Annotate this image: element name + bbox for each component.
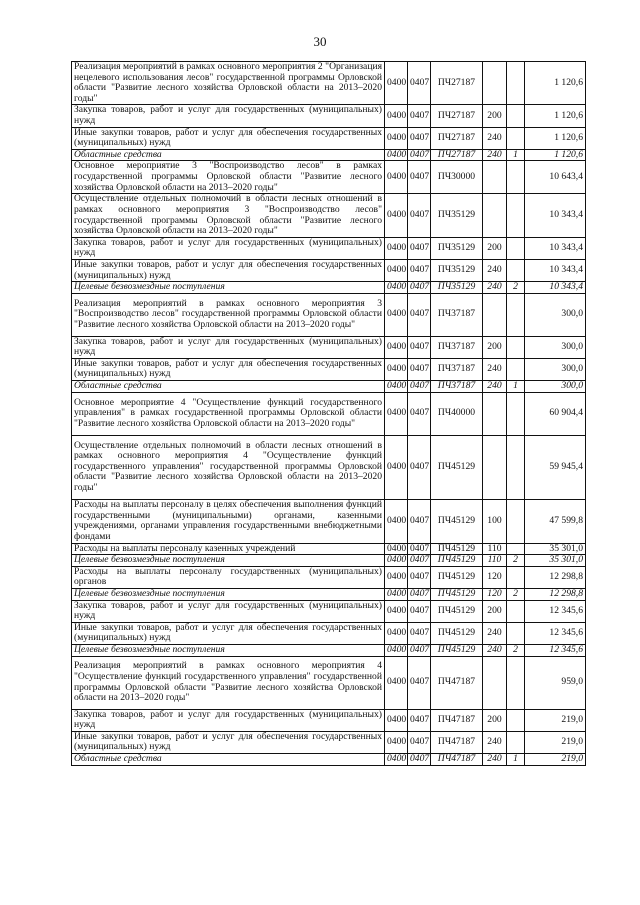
cell-target-article-code: ПЧ47187: [431, 656, 483, 709]
cell-section-code: 0400: [385, 194, 408, 237]
cell-subsection-code: 0407: [408, 62, 431, 105]
table-body: [72, 62, 586, 766]
cell-amount: 300,0: [525, 358, 586, 380]
cell-expense-name: Закупка товаров, работ и услуг для государственных (муниципальных) нужд: [72, 237, 385, 259]
cell-section-code: 0400: [385, 499, 408, 543]
cell-target-article-code: ПЧ47187: [431, 753, 483, 765]
table-row: [72, 622, 586, 644]
table-row: [72, 566, 586, 588]
cell-section-code: 0400: [385, 358, 408, 380]
cell-section-code: 0400: [385, 149, 408, 161]
cell-funding-source-code: 2: [507, 555, 525, 567]
cell-amount: 12 345,6: [525, 645, 586, 657]
cell-expense-name: Расходы на выплаты персоналу государственных (муниципальных) органов: [72, 566, 385, 588]
table-row: [72, 555, 586, 567]
cell-target-article-code: ПЧ45129: [431, 566, 483, 588]
cell-funding-source-code: [507, 566, 525, 588]
cell-amount: 12 298,8: [525, 589, 586, 601]
cell-expense-name: Областные средства: [72, 381, 385, 393]
cell-amount: 10 343,4: [525, 237, 586, 259]
cell-section-code: 0400: [385, 600, 408, 622]
table-row: [72, 336, 586, 358]
cell-funding-source-code: 2: [507, 645, 525, 657]
cell-expense-type-code: 200: [483, 600, 507, 622]
cell-target-article-code: ПЧ45129: [431, 622, 483, 644]
cell-amount: 959,0: [525, 656, 586, 709]
cell-amount: 1 120,6: [525, 105, 586, 127]
cell-amount: 219,0: [525, 709, 586, 731]
cell-target-article-code: ПЧ35129: [431, 237, 483, 259]
cell-funding-source-code: 1: [507, 753, 525, 765]
cell-funding-source-code: [507, 194, 525, 237]
cell-expense-name: Целевые безвозмездные поступления: [72, 645, 385, 657]
cell-target-article-code: ПЧ45129: [431, 543, 483, 555]
cell-target-article-code: ПЧ27187: [431, 127, 483, 149]
cell-expense-type-code: 240: [483, 282, 507, 294]
cell-amount: 1 120,6: [525, 62, 586, 105]
cell-expense-type-code: [483, 293, 507, 336]
cell-target-article-code: ПЧ27187: [431, 105, 483, 127]
cell-expense-type-code: [483, 62, 507, 105]
cell-amount: 300,0: [525, 293, 586, 336]
table-row: [72, 753, 586, 765]
cell-subsection-code: 0407: [408, 753, 431, 765]
cell-target-article-code: ПЧ45129: [431, 499, 483, 543]
cell-expense-type-code: 240: [483, 753, 507, 765]
cell-expense-name: Целевые безвозмездные поступления: [72, 282, 385, 294]
cell-funding-source-code: [507, 62, 525, 105]
cell-amount: 10 343,4: [525, 259, 586, 281]
cell-funding-source-code: [507, 105, 525, 127]
cell-expense-name: Целевые безвозмездные поступления: [72, 555, 385, 567]
cell-funding-source-code: [507, 127, 525, 149]
cell-subsection-code: 0407: [408, 543, 431, 555]
cell-funding-source-code: [507, 499, 525, 543]
cell-amount: 10 643,4: [525, 161, 586, 194]
table-row: [72, 127, 586, 149]
cell-funding-source-code: [507, 161, 525, 194]
cell-expense-type-code: [483, 656, 507, 709]
table-row: [72, 105, 586, 127]
cell-subsection-code: 0407: [408, 293, 431, 336]
cell-amount: 219,0: [525, 753, 586, 765]
cell-amount: 219,0: [525, 731, 586, 753]
cell-funding-source-code: [507, 656, 525, 709]
table-row: [72, 381, 586, 393]
cell-expense-type-code: 200: [483, 237, 507, 259]
page-number: 30: [313, 34, 327, 49]
cell-subsection-code: 0407: [408, 259, 431, 281]
budget-table: [71, 61, 586, 766]
cell-subsection-code: 0407: [408, 161, 431, 194]
cell-funding-source-code: 1: [507, 149, 525, 161]
cell-expense-name: Иные закупки товаров, работ и услуг для обеспечения государственных (муниципальных) нужд: [72, 358, 385, 380]
cell-expense-name: Основное мероприятие 3 "Воспроизводство лесов" в рамках государственной программы Орловской области "Развитие лесного хозяйства Орловской области на 2013–2020 годы": [72, 161, 385, 194]
cell-funding-source-code: [507, 336, 525, 358]
cell-target-article-code: ПЧ45129: [431, 600, 483, 622]
table-row: [72, 282, 586, 294]
cell-target-article-code: ПЧ27187: [431, 62, 483, 105]
cell-amount: 60 904,4: [525, 392, 586, 435]
cell-section-code: 0400: [385, 645, 408, 657]
cell-subsection-code: 0407: [408, 589, 431, 601]
cell-section-code: 0400: [385, 293, 408, 336]
cell-subsection-code: 0407: [408, 600, 431, 622]
cell-target-article-code: ПЧ40000: [431, 392, 483, 435]
table-row: [72, 161, 586, 194]
cell-expense-name: Реализация мероприятий в рамках основного мероприятия 3 "Воспроизводство лесов" государственной программы Орловской области "Развитие лесного хозяйства Орловской области на 2013–2020 годы": [72, 293, 385, 336]
cell-subsection-code: 0407: [408, 435, 431, 499]
cell-amount: 12 298,8: [525, 566, 586, 588]
cell-amount: 10 343,4: [525, 282, 586, 294]
cell-expense-type-code: 240: [483, 358, 507, 380]
cell-funding-source-code: [507, 709, 525, 731]
cell-section-code: 0400: [385, 282, 408, 294]
cell-funding-source-code: [507, 293, 525, 336]
cell-funding-source-code: [507, 237, 525, 259]
cell-expense-name: Областные средства: [72, 753, 385, 765]
table-row: [72, 589, 586, 601]
cell-target-article-code: ПЧ30000: [431, 161, 483, 194]
table-row: [72, 645, 586, 657]
cell-section-code: 0400: [385, 62, 408, 105]
cell-expense-type-code: 200: [483, 105, 507, 127]
cell-target-article-code: ПЧ27187: [431, 149, 483, 161]
cell-subsection-code: 0407: [408, 555, 431, 567]
cell-subsection-code: 0407: [408, 731, 431, 753]
cell-target-article-code: ПЧ35129: [431, 194, 483, 237]
cell-section-code: 0400: [385, 392, 408, 435]
table-row: [72, 543, 586, 555]
cell-subsection-code: 0407: [408, 237, 431, 259]
cell-expense-type-code: 240: [483, 127, 507, 149]
cell-expense-name: Реализация мероприятий в рамках основного мероприятия 4 "Осуществление функций государственного управления" государственной программы Орловской области "Развитие лесного хозяйства Орловской области на 2013–2020 годы": [72, 656, 385, 709]
cell-section-code: 0400: [385, 127, 408, 149]
cell-subsection-code: 0407: [408, 645, 431, 657]
cell-section-code: 0400: [385, 555, 408, 567]
cell-expense-type-code: [483, 161, 507, 194]
cell-expense-name: Расходы на выплаты персоналу в целях обеспечения выполнения функций государственными (муниципальными) органами, казенными учреждениями, органами управления государственными внебюджетными фондами: [72, 499, 385, 543]
cell-target-article-code: ПЧ37187: [431, 293, 483, 336]
cell-section-code: 0400: [385, 731, 408, 753]
cell-expense-name: Целевые безвозмездные поступления: [72, 589, 385, 601]
cell-expense-type-code: [483, 435, 507, 499]
cell-expense-type-code: [483, 392, 507, 435]
cell-expense-name: Иные закупки товаров, работ и услуг для обеспечения государственных (муниципальных) нужд: [72, 259, 385, 281]
cell-section-code: 0400: [385, 566, 408, 588]
cell-amount: 12 345,6: [525, 622, 586, 644]
cell-funding-source-code: [507, 435, 525, 499]
table-row: [72, 358, 586, 380]
table-row: [72, 259, 586, 281]
cell-section-code: 0400: [385, 656, 408, 709]
cell-subsection-code: 0407: [408, 656, 431, 709]
cell-expense-name: Расходы на выплаты персоналу казенных учреждений: [72, 543, 385, 555]
cell-expense-type-code: 120: [483, 589, 507, 601]
cell-amount: 12 345,6: [525, 600, 586, 622]
cell-expense-name: Иные закупки товаров, работ и услуг для обеспечения государственных (муниципальных) нужд: [72, 127, 385, 149]
cell-target-article-code: ПЧ47187: [431, 709, 483, 731]
cell-subsection-code: 0407: [408, 358, 431, 380]
cell-section-code: 0400: [385, 105, 408, 127]
table-row: [72, 392, 586, 435]
cell-expense-type-code: 240: [483, 149, 507, 161]
cell-funding-source-code: [507, 358, 525, 380]
cell-expense-type-code: 110: [483, 543, 507, 555]
cell-section-code: 0400: [385, 237, 408, 259]
cell-section-code: 0400: [385, 543, 408, 555]
cell-subsection-code: 0407: [408, 499, 431, 543]
cell-amount: 1 120,6: [525, 127, 586, 149]
cell-section-code: 0400: [385, 753, 408, 765]
cell-target-article-code: ПЧ35129: [431, 259, 483, 281]
cell-amount: 35 301,0: [525, 555, 586, 567]
cell-expense-type-code: 240: [483, 645, 507, 657]
cell-funding-source-code: [507, 543, 525, 555]
cell-expense-name: Иные закупки товаров, работ и услуг для обеспечения государственных (муниципальных) нужд: [72, 622, 385, 644]
cell-expense-type-code: 100: [483, 499, 507, 543]
cell-section-code: 0400: [385, 709, 408, 731]
table-row: [72, 194, 586, 237]
table-row: [72, 731, 586, 753]
cell-expense-name: Областные средства: [72, 149, 385, 161]
cell-target-article-code: ПЧ37187: [431, 336, 483, 358]
cell-section-code: 0400: [385, 259, 408, 281]
cell-expense-name: Осуществление отдельных полномочий в области лесных отношений в рамках основного мероприятия 3 "Воспроизводство лесов" государственной программы Орловской области "Развитие лесного хозяйства Орловской области на 2013–2020 годы": [72, 194, 385, 237]
cell-funding-source-code: [507, 600, 525, 622]
cell-expense-type-code: 240: [483, 731, 507, 753]
cell-subsection-code: 0407: [408, 127, 431, 149]
cell-subsection-code: 0407: [408, 149, 431, 161]
cell-expense-type-code: 240: [483, 259, 507, 281]
cell-expense-type-code: 200: [483, 709, 507, 731]
cell-expense-name: Закупка товаров, работ и услуг для государственных (муниципальных) нужд: [72, 105, 385, 127]
cell-target-article-code: ПЧ37187: [431, 358, 483, 380]
cell-funding-source-code: [507, 731, 525, 753]
table-row: [72, 499, 586, 543]
cell-amount: 300,0: [525, 336, 586, 358]
cell-expense-type-code: 110: [483, 555, 507, 567]
cell-section-code: 0400: [385, 435, 408, 499]
cell-section-code: 0400: [385, 622, 408, 644]
table-row: [72, 656, 586, 709]
cell-amount: 1 120,6: [525, 149, 586, 161]
cell-target-article-code: ПЧ45129: [431, 435, 483, 499]
cell-subsection-code: 0407: [408, 381, 431, 393]
cell-target-article-code: ПЧ45129: [431, 645, 483, 657]
cell-section-code: 0400: [385, 381, 408, 393]
table-row: [72, 600, 586, 622]
cell-subsection-code: 0407: [408, 105, 431, 127]
cell-target-article-code: ПЧ45129: [431, 555, 483, 567]
cell-amount: 10 343,4: [525, 194, 586, 237]
cell-subsection-code: 0407: [408, 282, 431, 294]
cell-expense-name: Осуществление отдельных полномочий в области лесных отношений в рамках основного мероприятия 4 "Осуществление функций государственного управления" государственной программы Орловской области "Развитие лесного хозяйства Орловской области на 2013–2020 годы": [72, 435, 385, 499]
cell-subsection-code: 0407: [408, 194, 431, 237]
cell-subsection-code: 0407: [408, 392, 431, 435]
table-row: [72, 293, 586, 336]
cell-subsection-code: 0407: [408, 709, 431, 731]
cell-expense-name: Закупка товаров, работ и услуг для государственных (муниципальных) нужд: [72, 709, 385, 731]
table-row: [72, 62, 586, 105]
cell-expense-type-code: 240: [483, 381, 507, 393]
cell-expense-name: Реализация мероприятий в рамках основного мероприятия 2 "Организация нецелевого использования лесов" государственной программы Орловской области "Развитие лесного хозяйства Орловской области на 2013–2020 годы": [72, 62, 385, 105]
cell-expense-name: Основное мероприятие 4 "Осуществление функций государственного управления" в рамках государственной программы Орловской области "Развитие лесного хозяйства Орловской области на 2013–2020 годы": [72, 392, 385, 435]
cell-expense-type-code: 120: [483, 566, 507, 588]
cell-funding-source-code: [507, 392, 525, 435]
cell-funding-source-code: [507, 259, 525, 281]
cell-expense-type-code: [483, 194, 507, 237]
table-row: [72, 237, 586, 259]
cell-target-article-code: ПЧ45129: [431, 589, 483, 601]
cell-expense-name: Закупка товаров, работ и услуг для государственных (муниципальных) нужд: [72, 600, 385, 622]
cell-expense-name: Иные закупки товаров, работ и услуг для обеспечения государственных (муниципальных) нужд: [72, 731, 385, 753]
cell-section-code: 0400: [385, 589, 408, 601]
cell-amount: 59 945,4: [525, 435, 586, 499]
cell-subsection-code: 0407: [408, 336, 431, 358]
cell-funding-source-code: 2: [507, 282, 525, 294]
table-row: [72, 149, 586, 161]
cell-target-article-code: ПЧ47187: [431, 731, 483, 753]
cell-section-code: 0400: [385, 161, 408, 194]
cell-funding-source-code: 2: [507, 589, 525, 601]
cell-subsection-code: 0407: [408, 566, 431, 588]
cell-expense-type-code: 200: [483, 336, 507, 358]
cell-amount: 300,0: [525, 381, 586, 393]
cell-target-article-code: ПЧ37187: [431, 381, 483, 393]
cell-expense-type-code: 240: [483, 622, 507, 644]
cell-amount: 47 599,8: [525, 499, 586, 543]
cell-amount: 35 301,0: [525, 543, 586, 555]
cell-section-code: 0400: [385, 336, 408, 358]
cell-expense-name: Закупка товаров, работ и услуг для государственных (муниципальных) нужд: [72, 336, 385, 358]
table-row: [72, 435, 586, 499]
cell-funding-source-code: 1: [507, 381, 525, 393]
table-row: [72, 709, 586, 731]
cell-subsection-code: 0407: [408, 622, 431, 644]
cell-target-article-code: ПЧ35129: [431, 282, 483, 294]
cell-funding-source-code: [507, 622, 525, 644]
